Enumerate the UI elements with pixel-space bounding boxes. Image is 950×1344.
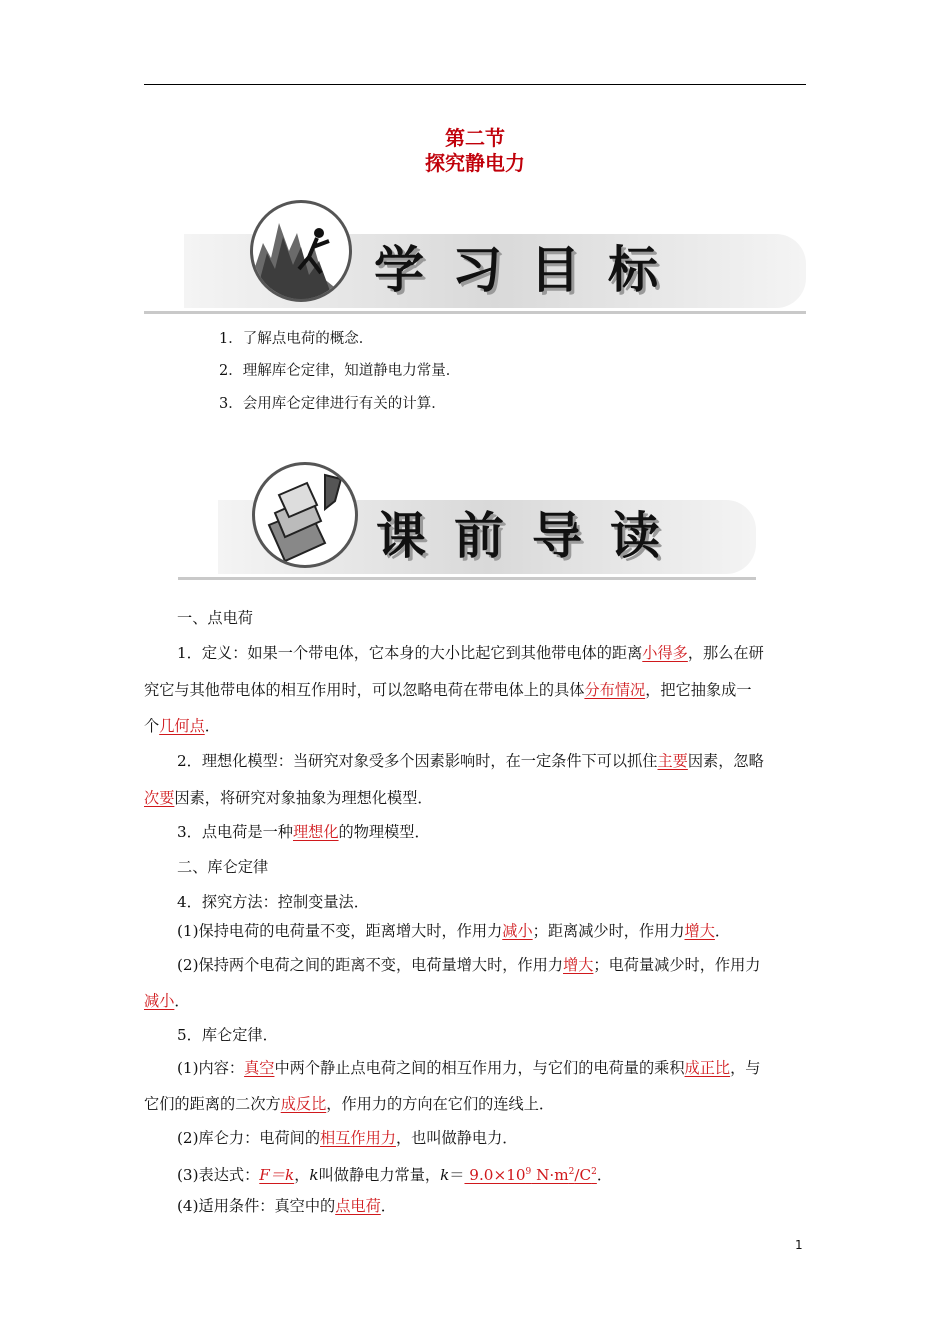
paragraph: (2)保持两个电荷之间的距离不变，电荷量增大时，作用力增大；电荷量减少时，作用力 — [177, 956, 761, 974]
answer-blank: 减小 — [144, 992, 175, 1010]
paragraph: 4．探究方法：控制变量法． — [177, 893, 369, 911]
paragraph: 5．库仑定律． — [177, 1026, 278, 1044]
climber-icon — [250, 200, 352, 302]
paragraph: 2．理想化模型：当研究对象受多个因素影响时，在一定条件下可以抓住主要因素，忽略 — [177, 752, 764, 770]
paragraph: 次要因素，将研究对象抽象为理想化模型． — [144, 789, 433, 807]
goal-item: 1．了解点电荷的概念． — [219, 331, 374, 347]
coulomb-constant-answer: $9.0\times 10^9$ $N\cdot m^2/C^2$ — [464, 1166, 597, 1185]
header-rule — [144, 84, 806, 85]
answer-blank: 成反比 — [280, 1095, 327, 1113]
paragraph: (4)适用条件：真空中的点电荷． — [177, 1197, 396, 1215]
paragraph: (1)内容：真空中两个静止点电荷之间的相互作用力，与它们的电荷量的乘积成正比，与 — [177, 1059, 761, 1077]
paragraph: 个几何点． — [144, 717, 220, 735]
learning-goals-label: 学习目标 — [374, 241, 686, 299]
paragraph: 1．定义：如果一个带电体，它本身的大小比起它到其他带电体的距离小得多，那么在研 — [177, 644, 764, 662]
answer-blank: 成正比 — [684, 1059, 731, 1077]
answer-blank: 次要 — [144, 789, 175, 807]
answer-blank: 小得多 — [642, 644, 688, 662]
books-icon — [252, 462, 358, 568]
goal-item: 3．会用库仑定律进行有关的计算． — [219, 396, 446, 412]
page-title: 探究静电力 — [425, 151, 525, 175]
answer-blank: 真空 — [244, 1059, 275, 1077]
answer-blank: 主要 — [657, 752, 688, 770]
preview-label: 课前导读 — [376, 507, 688, 565]
page-number: 1 — [795, 1238, 803, 1252]
answer-blank: 增大 — [563, 956, 594, 974]
learning-goals-banner — [144, 198, 806, 314]
answer-blank: 点电荷 — [335, 1197, 381, 1215]
paragraph: (1)保持电荷的电荷量不变，距离增大时，作用力减小；距离减少时，作用力增大． — [177, 922, 731, 940]
section-heading: 一、点电荷 — [177, 609, 253, 627]
paragraph: 3．点电荷是一种理想化的物理模型． — [177, 823, 430, 841]
paragraph: (2)库仑力：电荷间的相互作用力，也叫做静电力． — [177, 1129, 518, 1147]
preview-banner — [178, 460, 756, 580]
answer-blank: F＝k — [259, 1166, 295, 1185]
section-heading: 二、库仑定律 — [177, 858, 269, 876]
section-number: 第二节 — [445, 126, 505, 150]
paragraph: 究它与其他带电体的相互作用时，可以忽略电荷在带电体上的具体分布情况，把它抽象成一 — [144, 681, 752, 699]
answer-blank: 理想化 — [292, 823, 339, 841]
answer-blank: 几何点 — [159, 717, 205, 735]
answer-blank: 增大 — [684, 922, 715, 940]
formula-line: (3)表达式：F＝k，k叫做静电力常量，$k= 9.0\times 10^9$ $N\cdot m^2/C^2$． — [177, 1166, 613, 1185]
goal-item: 2．理解库仑定律，知道静电力常量． — [219, 363, 461, 379]
answer-blank: 相互作用力 — [320, 1129, 396, 1147]
answer-blank: 减小 — [502, 922, 533, 940]
paragraph: 减小． — [144, 992, 190, 1010]
answer-blank: 分布情况 — [584, 681, 646, 699]
paragraph: 它们的距离的二次方成反比，作用力的方向在它们的连线上． — [144, 1095, 555, 1113]
